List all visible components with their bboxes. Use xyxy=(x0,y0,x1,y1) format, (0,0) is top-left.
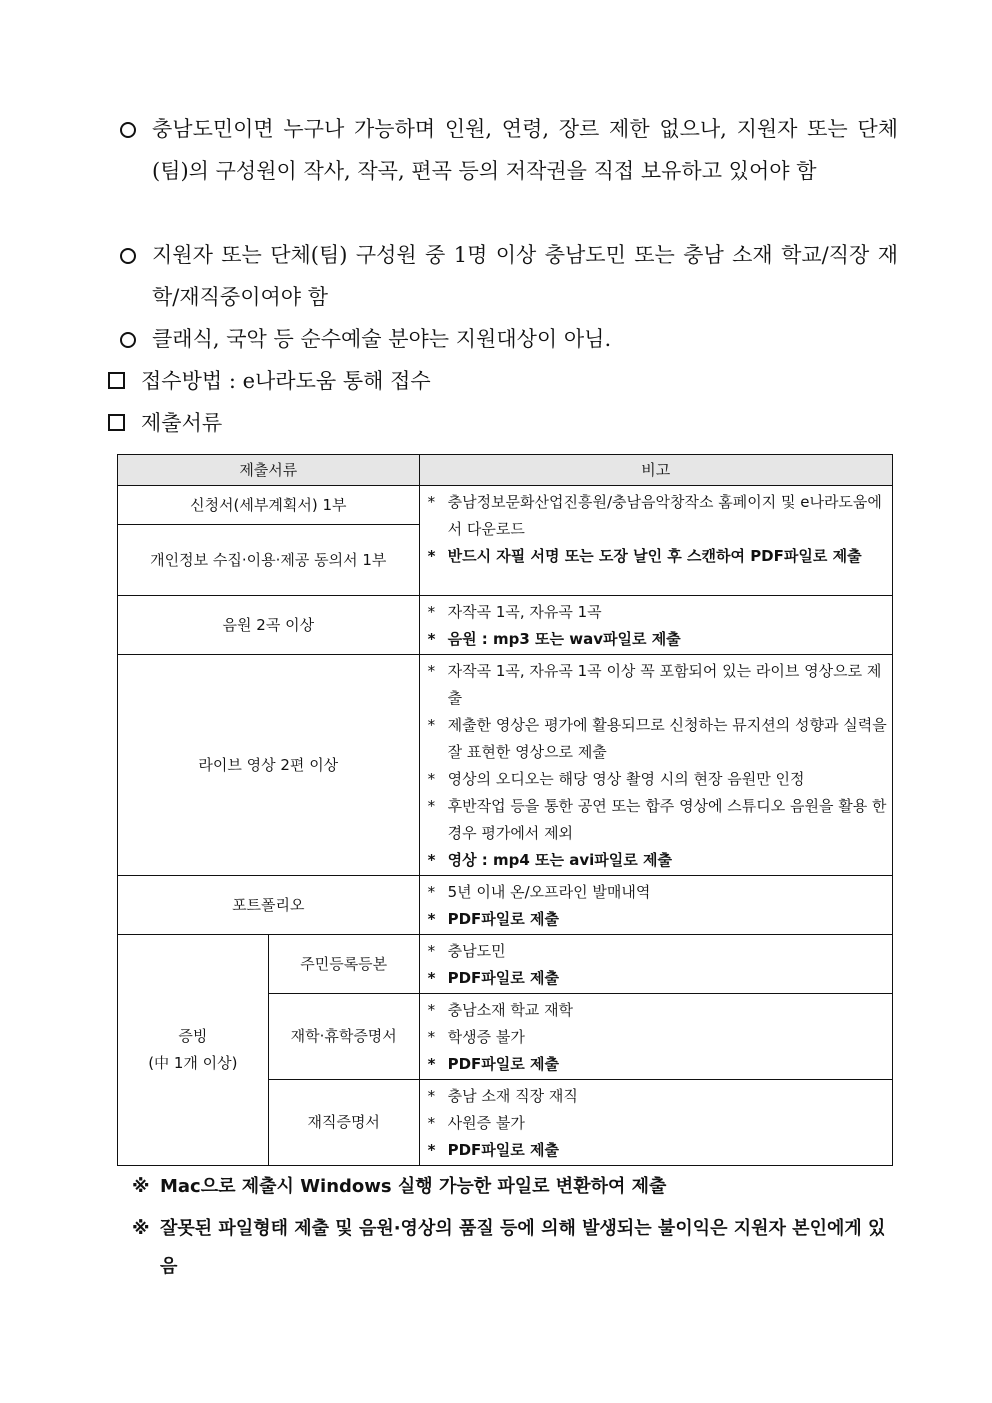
table-row xyxy=(118,596,893,655)
list-item: * 음원 : mp3 또는 wav파일로 제출 xyxy=(427,630,681,648)
list-item: * 충남도민 xyxy=(427,942,506,960)
list-item: * 충남정보문화산업진흥원/충남음악창작소 홈페이지 및 e나라도움에서 다운로드 xyxy=(427,493,882,538)
reference-mark-icon: ※ xyxy=(132,1176,150,1197)
doc-application: 신청서(세부계획서) 1부 xyxy=(118,486,420,525)
remarks-cell xyxy=(419,486,892,596)
table-row xyxy=(118,655,893,876)
eligibility-text: 클래식, 국악 등 순수예술 분야는 지원대상이 아님. xyxy=(152,327,612,351)
remarks-cell xyxy=(419,876,892,935)
submission-method-text: 접수방법 : e나라도움 통해 접수 xyxy=(141,369,431,393)
list-item: * 영상의 오디오는 해당 영상 촬영 시의 현장 음원만 인정 xyxy=(427,770,805,788)
eligibility-item xyxy=(118,108,898,192)
circle-bullet-icon xyxy=(118,318,152,362)
eligibility-item xyxy=(118,234,898,318)
doc-employment: 재직증명서 xyxy=(268,1080,419,1166)
list-item: * PDF파일로 제출 xyxy=(427,910,559,928)
doc-proof xyxy=(118,935,269,1166)
list-item: * PDF파일로 제출 xyxy=(427,1055,559,1073)
list-item: * 자작곡 1곡, 자유곡 1곡 xyxy=(427,603,602,621)
footnote-text: 잘못된 파일형태 제출 및 음원·영상의 품질 등에 의해 발생되는 불이익은 지원자 본인에게 있음 xyxy=(160,1218,886,1277)
documents-heading-text: 제출서류 xyxy=(141,411,223,435)
checkbox-bullet-icon xyxy=(108,414,125,431)
list-item: * 학생증 불가 xyxy=(427,1028,525,1046)
list-item: * PDF파일로 제출 xyxy=(427,1141,559,1159)
documents-heading xyxy=(108,402,222,444)
remarks-cell xyxy=(419,1080,892,1166)
header-documents: 제출서류 xyxy=(118,455,420,486)
footnote-mac xyxy=(132,1168,892,1206)
circle-bullet-icon xyxy=(118,108,152,152)
list-item: * 자작곡 1곡, 자유곡 1곡 이상 꼭 포함되어 있는 라이브 영상으로 제출 xyxy=(427,662,882,707)
list-item: * 제출한 영상은 평가에 활용되므로 신청하는 뮤지션의 성향과 실력을 잘 표현한 영상으로 제출 xyxy=(427,716,887,761)
proof-label: 증빙 xyxy=(178,1027,208,1045)
doc-student: 재학·휴학증명서 xyxy=(268,994,419,1080)
checkbox-bullet-icon xyxy=(108,372,125,389)
list-item: * 반드시 자필 서명 또는 도장 날인 후 스캔하여 PDF파일로 제출 xyxy=(427,547,862,565)
doc-audio: 음원 2곡 이상 xyxy=(118,596,420,655)
remarks-cell xyxy=(419,596,892,655)
doc-video: 라이브 영상 2편 이상 xyxy=(118,655,420,876)
reference-mark-icon: ※ xyxy=(132,1218,150,1239)
list-item: * 후반작업 등을 통한 공연 또는 합주 영상에 스튜디오 음원을 활용 한 경우 평가에서 제외 xyxy=(427,797,887,842)
doc-resident: 주민등록등본 xyxy=(268,935,419,994)
list-item: * 5년 이내 온/오프라인 발매내역 xyxy=(427,883,651,901)
eligibility-item xyxy=(118,318,898,360)
proof-sub-label: (中 1개 이상) xyxy=(148,1054,238,1072)
remarks-cell xyxy=(419,655,892,876)
eligibility-text: 지원자 또는 단체(팀) 구성원 중 1명 이상 충남도민 또는 충남 소재 학교/직장 재학/재직중이여야 함 xyxy=(152,243,898,309)
circle-bullet-icon xyxy=(118,234,152,278)
header-remarks: 비고 xyxy=(419,455,892,486)
footnote-loss xyxy=(132,1210,892,1286)
footnote-text: Mac으로 제출시 Windows 실행 가능한 파일로 변환하여 제출 xyxy=(160,1176,667,1197)
table-header-row xyxy=(118,455,893,486)
table-row xyxy=(118,486,893,525)
table-row xyxy=(118,876,893,935)
doc-privacy: 개인정보 수집·이용·제공 동의서 1부 xyxy=(118,525,420,596)
submission-method xyxy=(108,360,431,402)
list-item: * 영상 : mp4 또는 avi파일로 제출 xyxy=(427,851,672,869)
list-item: * PDF파일로 제출 xyxy=(427,969,559,987)
documents-table xyxy=(117,454,893,1166)
list-item: * 사원증 불가 xyxy=(427,1114,525,1132)
list-item: * 충남소재 학교 재학 xyxy=(427,1001,574,1019)
list-item: * 충남 소재 직장 재직 xyxy=(427,1087,578,1105)
doc-portfolio: 포트폴리오 xyxy=(118,876,420,935)
table-row xyxy=(118,935,893,994)
remarks-cell xyxy=(419,994,892,1080)
remarks-cell xyxy=(419,935,892,994)
eligibility-text: 충남도민이면 누구나 가능하며 인원, 연령, 장르 제한 없으나, 지원자 또는 단체(팀)의 구성원이 작사, 작곡, 편곡 등의 저작권을 직접 보유하고 있어야 함 xyxy=(152,117,898,183)
